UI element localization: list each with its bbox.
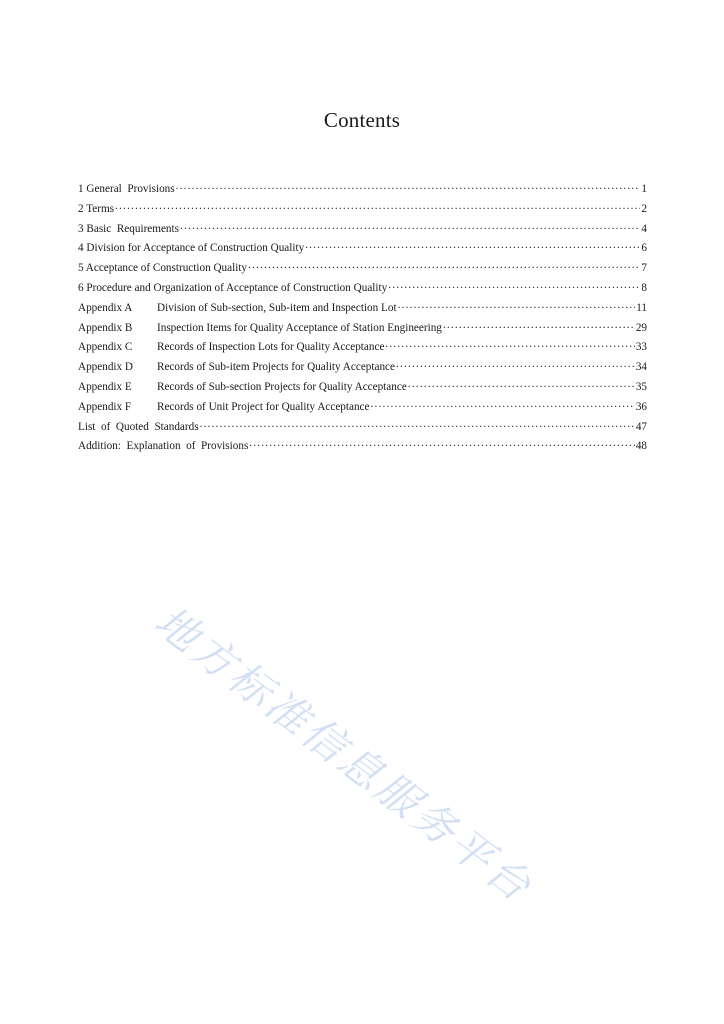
toc-entry-number: 5 [78,262,84,275]
toc-entry-title: Basic Requirements [86,222,179,235]
toc-entry-page: 8 [641,281,647,294]
toc-entry-label [78,361,396,373]
toc-entry[interactable] [78,437,647,457]
toc-entry-title: Acceptance of Construction Quality [85,262,248,275]
toc-leader-dots [385,338,634,350]
toc-entry[interactable] [78,398,647,418]
toc-entry-label [78,341,385,353]
toc-leader-dots [115,200,640,212]
toc-entry-number: 6 [78,281,84,294]
toc-entry-label [78,262,248,274]
toc-entry-label [78,421,200,433]
toc-leader-dots [305,239,640,251]
toc-entry-title: Procedure and Organization of Acceptance of Construction Quality [86,281,388,294]
toc-entry-title: Addition: Explanation of Provisions [78,440,249,453]
toc-entry-page: 7 [641,262,647,275]
toc-entry-number: Appendix D [78,361,133,374]
toc-entry-number: 3 [78,222,84,235]
table-of-contents [78,180,647,457]
toc-entry[interactable] [78,239,647,259]
toc-leader-dots [408,378,635,390]
toc-entry-page: 1 [641,183,647,195]
toc-entry-number: Appendix B [78,321,133,334]
toc-entry-number: Appendix E [78,380,132,393]
toc-entry-label [78,203,115,215]
toc-entry-label [78,242,305,254]
toc-leader-dots [248,259,640,271]
toc-entry-title: General Provisions [86,183,175,195]
watermark: 地方标准信息服务平台 [145,596,543,913]
toc-entry-number: Appendix A [78,301,133,314]
toc-entry-label [78,282,388,294]
toc-entry-number: 2 [78,202,84,215]
toc-entry-page: 6 [641,242,647,255]
page-title: Contents [323,108,401,132]
toc-entry-page: 11 [636,301,647,314]
toc-entry-page: 47 [635,420,647,433]
toc-entry-number: Appendix C [78,341,133,354]
toc-entry-title: Records of Inspection Lots for Quality Acceptance [157,341,385,354]
toc-entry-number: 4 [78,242,84,255]
toc-entry-title: Division for Acceptance of Construction Quality [86,242,305,255]
toc-entry-title: Inspection Items for Quality Acceptance of Station Engineering [157,321,442,334]
toc-entry-page: 36 [635,400,647,413]
toc-entry[interactable] [78,220,647,240]
toc-leader-dots [249,437,635,449]
toc-entry[interactable] [78,378,647,398]
toc-entry-label [78,322,443,334]
toc-entry[interactable] [78,299,647,319]
toc-entry[interactable] [78,319,647,339]
toc-leader-dots [388,279,640,291]
toc-leader-dots [200,418,635,430]
toc-entry-page: 34 [635,361,647,374]
toc-entry-title: List of Quoted Standards [78,420,199,433]
toc-entry-label [78,183,176,195]
toc-entry-title: Division of Sub-section, Sub-item and Inspection Lot [157,301,397,314]
toc-entry-number: Appendix F [78,400,132,413]
toc-entry[interactable] [78,358,647,378]
toc-entry-page: 33 [635,341,647,354]
toc-leader-dots [396,358,635,370]
toc-entry-title: Terms [86,202,115,215]
toc-leader-dots [443,319,635,331]
toc-entry-page: 29 [635,321,647,334]
toc-entry[interactable] [78,180,647,200]
toc-entry[interactable] [78,418,647,438]
toc-leader-dots [398,299,636,311]
toc-entry[interactable] [78,338,647,358]
toc-entry-label [78,401,371,413]
toc-entry-page: 35 [635,380,647,393]
toc-entry-label [78,440,249,452]
toc-entry-label [78,381,408,393]
toc-entry-title: Records of Unit Project for Quality Acceptance [157,400,370,413]
toc-entry[interactable] [78,279,647,299]
toc-entry-number: 1 [78,183,84,195]
toc-entry[interactable] [78,200,647,220]
toc-entry-page: 48 [635,440,647,453]
toc-entry-page: 4 [641,222,647,235]
toc-entry-label [78,302,398,314]
toc-leader-dots [180,220,640,232]
toc-leader-dots [176,180,641,192]
toc-entry-label [78,223,180,235]
toc-entry-title: Records of Sub-section Projects for Quality Acceptance [157,380,407,393]
toc-entry[interactable] [78,259,647,279]
toc-leader-dots [371,398,635,410]
toc-entry-page: 2 [641,202,647,215]
toc-entry-title: Records of Sub-item Projects for Quality Acceptance [157,361,395,374]
